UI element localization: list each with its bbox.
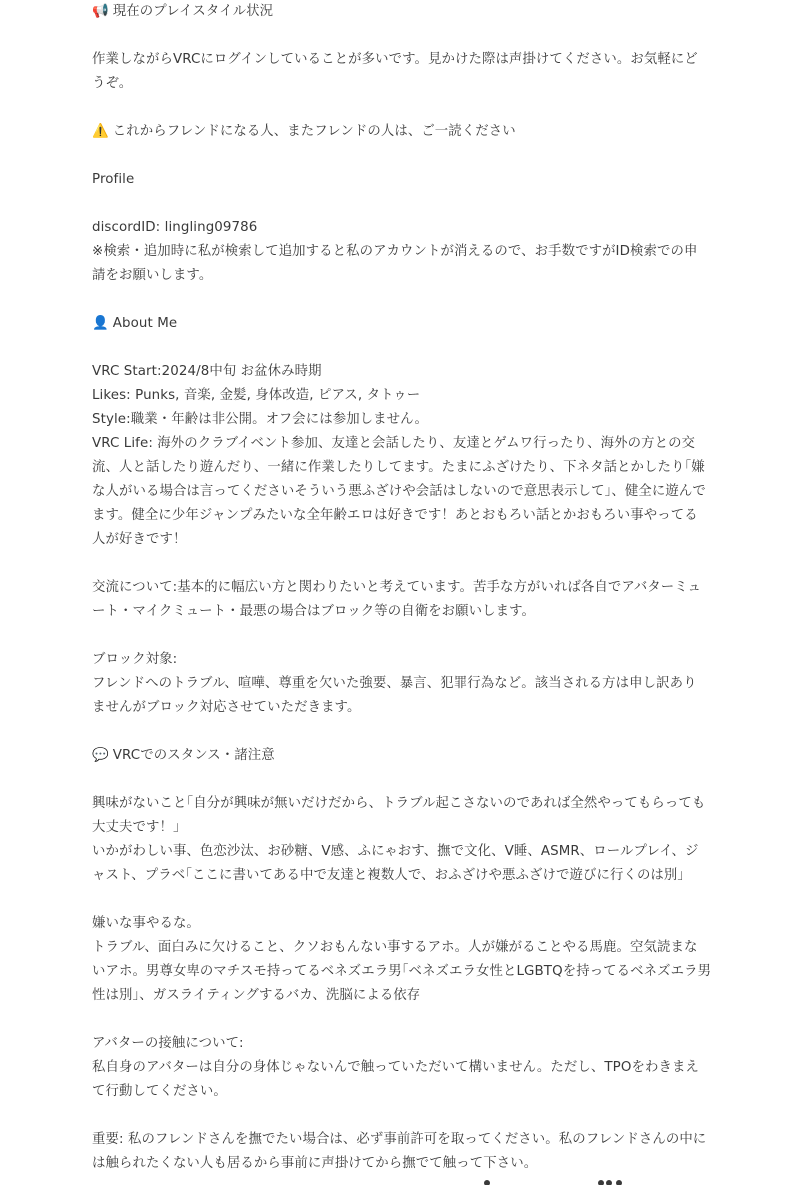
line-text: な人がいる場合は言ってくださいそういう悪ふざけや会話はしないので意思表示して｣、健全に遊んで	[92, 484, 706, 499]
text-line	[92, 840, 710, 864]
text-line	[92, 528, 710, 552]
paragraph-gap	[92, 552, 710, 576]
text-line	[92, 576, 710, 600]
paragraph-gap	[92, 624, 710, 648]
paragraph-gap	[92, 720, 710, 744]
text-line	[92, 912, 710, 936]
paragraph-gap	[92, 336, 710, 360]
paragraph-gap	[92, 888, 710, 912]
paragraph-gap	[92, 96, 710, 120]
text-line	[92, 72, 710, 96]
profile-document	[92, 0, 710, 1176]
line-text: 私自身のアバターは自分の身体じゃないんで触っていただいて構いません。ただし、TPOをわきまえ	[92, 1060, 699, 1075]
text-fragment-dot	[484, 1180, 490, 1185]
text-line	[92, 264, 710, 288]
line-text: 大丈夫です！｣	[92, 820, 180, 835]
text-line	[92, 456, 710, 480]
section-heading	[92, 0, 710, 24]
paragraph-gap	[92, 1104, 710, 1128]
text-block	[92, 312, 710, 336]
line-text: トラブル、面白みに欠けること、クソおもんない事するアホ。人が嫌がることやる馬鹿。空気読まな	[92, 940, 698, 955]
line-text: 性は別｣、ガスライティングするバカ、洗脳による依存	[92, 988, 421, 1003]
speech-bubble-icon: 💬	[92, 748, 109, 763]
line-text: いかがわしい事、色恋沙汰、お砂糖、V感、ふにゃおす、撫で文化、V睡、ASMR、ロールプレイ、ジ	[92, 844, 699, 859]
text-block	[92, 1128, 710, 1176]
text-line	[92, 1056, 710, 1080]
line-text: 作業しながらVRCにログインしていることが多いです。見かけた際は声掛けてください。お気軽にど	[92, 52, 698, 67]
text-block	[92, 648, 710, 720]
text-fragment-dot	[616, 1180, 622, 1185]
person-icon: 👤	[92, 316, 109, 331]
paragraph-gap	[92, 1008, 710, 1032]
line-text: アバターの接触について:	[92, 1036, 244, 1051]
section-heading	[92, 120, 710, 144]
text-line	[92, 408, 710, 432]
text-block	[92, 792, 710, 888]
text-block	[92, 744, 710, 768]
line-text: 交流について:基本的に幅広い方と関わりたいと考えています。苦手な方がいれば各自でアバターミュ	[92, 580, 702, 595]
text-line	[92, 816, 710, 840]
line-text: 現在のプレイスタイル状況	[112, 4, 274, 19]
line-text: ます。健全に少年ジャンプみたいな全年齢エロは好きです！あとおもろい話とかおもろい事やってる	[92, 508, 698, 523]
section-heading	[92, 312, 710, 336]
warning-icon: ⚠️	[92, 124, 109, 139]
line-text: VRC Life: 海外のクラブイベント参加、友達と会話したり、友達とゲムワ行ったり、海外の方との交	[92, 436, 696, 451]
line-text: About Me	[112, 316, 178, 331]
line-text: Likes: Punks, 音楽, 金髪, 身体改造, ピアス, タトゥー	[92, 388, 421, 403]
line-text: 興味がないこと｢自分が興味が無いだけだから、トラブル起こさないのであれば全然やってもらっても	[92, 796, 706, 811]
text-line	[92, 168, 710, 192]
text-line	[92, 432, 710, 456]
cutoff-next-line	[92, 1176, 710, 1185]
line-text: ませんがブロック対応させていただきます。	[92, 700, 361, 715]
line-text: これからフレンドになる人、またフレンドの人は、ご一読ください	[112, 124, 516, 139]
line-text: 請をお願いします。	[92, 268, 213, 283]
line-text: ブロック対象:	[92, 652, 178, 667]
paragraph-gap	[92, 288, 710, 312]
text-fragment-dot	[598, 1180, 604, 1185]
text-line	[92, 696, 710, 720]
text-block	[92, 216, 710, 288]
line-text: て行動してください。	[92, 1084, 227, 1099]
paragraph-gap	[92, 144, 710, 168]
text-block	[92, 360, 710, 552]
text-block	[92, 1032, 710, 1104]
text-line	[92, 216, 710, 240]
line-text: Profile	[92, 172, 135, 187]
section-heading	[92, 744, 710, 768]
line-text: 人が好きです！	[92, 532, 187, 547]
line-text: ート・マイクミュート・最悪の場合はブロック等の自衛をお願いします。	[92, 604, 536, 619]
line-text: 流、人と話したり遊んだり、一緒に作業したりしてます。たまにふざけたり、下ネタ話とかしたり｢嫌	[92, 460, 705, 475]
text-line	[92, 1080, 710, 1104]
text-line	[92, 672, 710, 696]
text-fragment-dot	[606, 1180, 612, 1185]
text-line	[92, 960, 710, 984]
paragraph-gap	[92, 24, 710, 48]
line-text: ャスト、プラベ｢ここに書いてある中で友達と複数人で、おふざけや悪ふざけで遊びに行くのは別｣	[92, 868, 685, 883]
text-line	[92, 1152, 710, 1176]
line-text: フレンドへのトラブル、喧嘩、尊重を欠いた強要、暴言、犯罪行為など。該当される方は申し訳あり	[92, 676, 697, 691]
text-line	[92, 600, 710, 624]
text-line	[92, 48, 710, 72]
text-line	[92, 792, 710, 816]
text-block	[92, 912, 710, 1008]
text-block	[92, 48, 710, 96]
line-text: うぞ。	[92, 76, 133, 91]
text-line	[92, 936, 710, 960]
text-line	[92, 1128, 710, 1152]
line-text: VRCでのスタンス・諸注意	[112, 748, 275, 763]
text-line	[92, 360, 710, 384]
text-line	[92, 984, 710, 1008]
text-block	[92, 0, 710, 24]
text-line	[92, 1032, 710, 1056]
text-line	[92, 864, 710, 888]
text-line	[92, 240, 710, 264]
text-block	[92, 120, 710, 144]
text-line	[92, 384, 710, 408]
text-block	[92, 168, 710, 192]
text-line	[92, 504, 710, 528]
paragraph-gap	[92, 768, 710, 792]
line-text: Style:職業・年齢は非公開。オフ会には参加しません。	[92, 412, 428, 427]
text-line	[92, 480, 710, 504]
line-text: 嫌いな事やるな。	[92, 916, 200, 931]
line-text: は触られたくない人も居るから事前に声掛けてから撫でて触って下さい。	[92, 1156, 538, 1171]
line-text: discordID: lingling09786	[92, 220, 258, 235]
line-text: ※検索・追加時に私が検索して追加すると私のアカウントが消えるので、お手数ですがID検索での申	[92, 244, 698, 259]
line-text: VRC Start:2024/8中旬 お盆休み時期	[92, 364, 322, 379]
paragraph-gap	[92, 192, 710, 216]
line-text: いアホ。男尊女卑のマチスモ持ってるベネズエラ男｢ベネズエラ女性とLGBTQを持ってるベネズエラ男	[92, 964, 712, 979]
text-line	[92, 648, 710, 672]
text-block	[92, 576, 710, 624]
megaphone-icon: 📢	[92, 4, 109, 19]
line-text: 重要: 私のフレンドさんを撫でたい場合は、必ず事前許可を取ってください。私のフレンドさんの中に	[92, 1132, 707, 1147]
